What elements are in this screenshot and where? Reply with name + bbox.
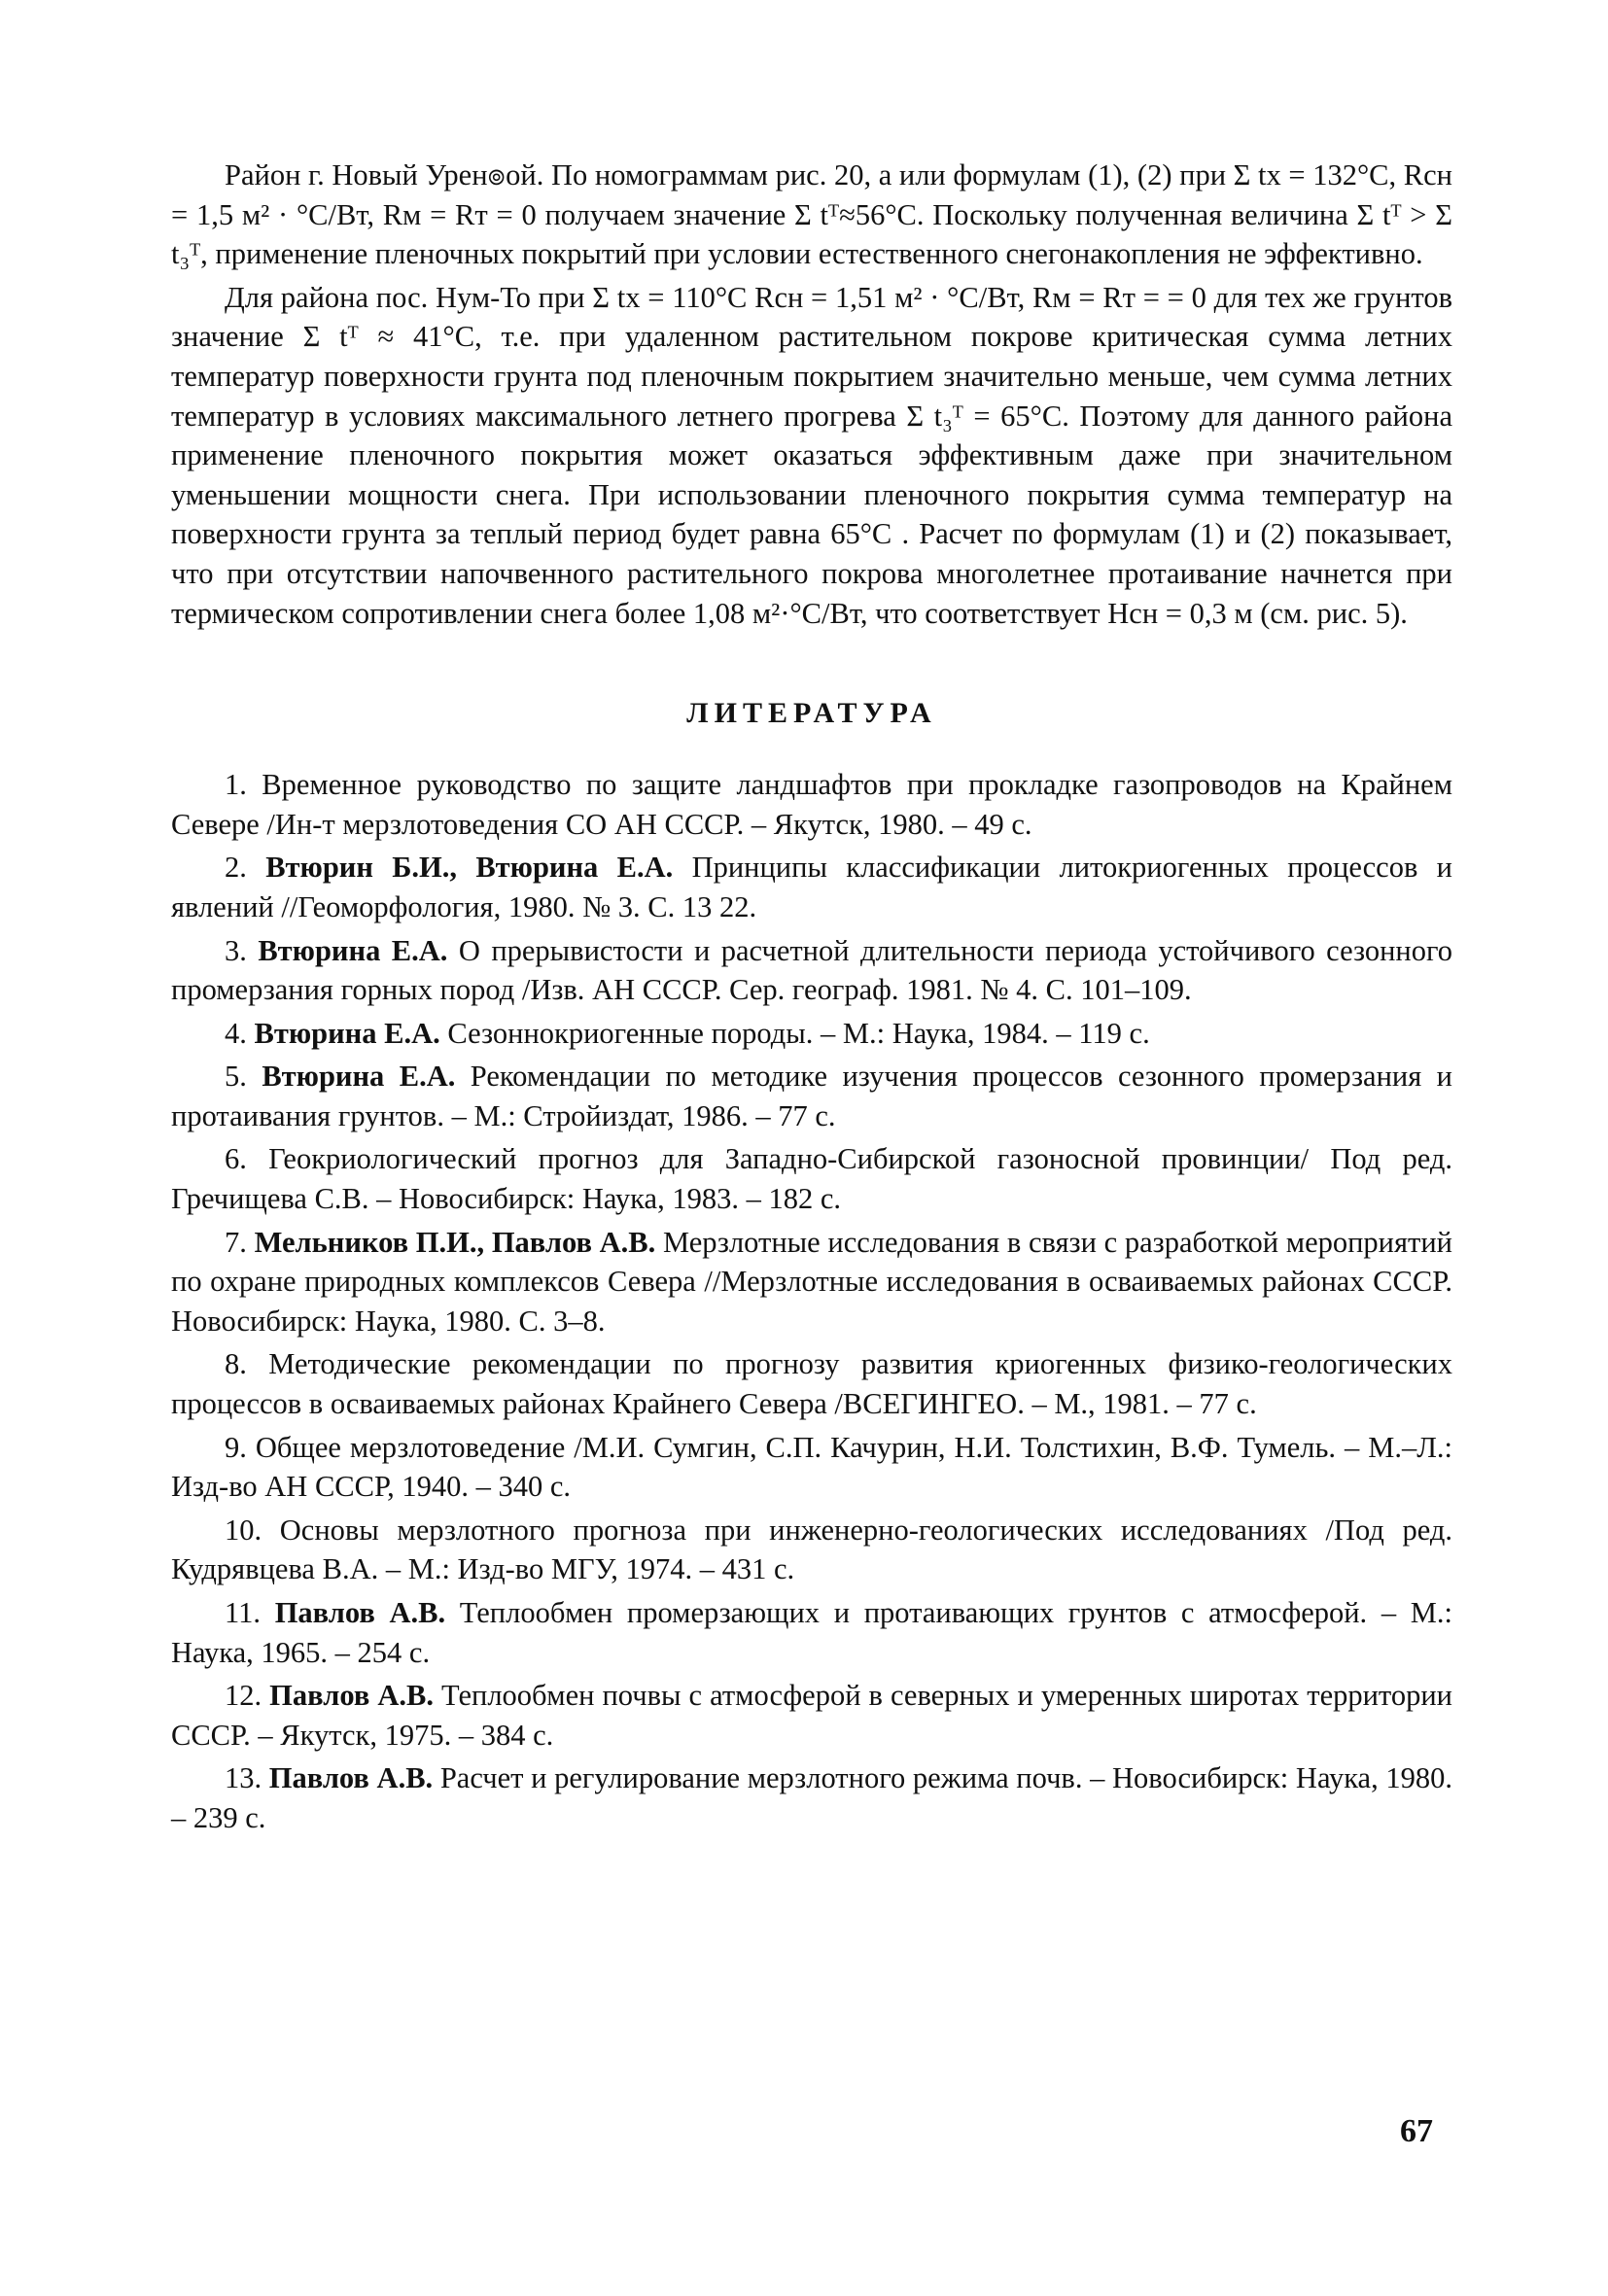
reference-item <box>171 1758 1452 1837</box>
reference-text: Геокриологический прогноз для Западно-Сибирской газоносной провинции/ Под ред. Гречищева С.В. – Новосибирск: Наука, 1983. – 182 с. <box>171 1142 1453 1216</box>
body-paragraph-1: Район г. Новый Урен๏ой. По номограммам рис. 20, а или формулам (1), (2) при Σ tх = 132°C, Rсн = 1,5 м² · °С/Вт, Rм = Rт = 0 получаем значение Σ tᵀ≈56°С. Поскольку полученная величина Σ tᵀ > Σ t₃ᵀ, применение пленочных покрытий при условии естественного снегонакопления не эффективно. <box>171 158 1452 271</box>
reference-item <box>171 1676 1452 1755</box>
reference-author: Павлов А.В. <box>269 1679 434 1713</box>
reference-number: 5. <box>225 1060 247 1094</box>
reference-author: Втюрина Е.А. <box>262 1060 456 1094</box>
page-number: 67 <box>1400 2113 1433 2149</box>
body-paragraph-2: Для района пос. Нум-То при Σ tх = 110°С Rсн = 1,51 м² · °С/Вт, Rм = Rт = = 0 для тех же грунтов значение Σ tᵀ ≈ 41°С, т.е. при удаленном растительном покрове критическая сумма летних температур поверхности грунта под пленочным покрытием значительно меньше, чем сумма летних температур в условиях максимального летнего прогрева Σ t₃ᵀ = 65°С. Поэтому для данного района применение пленочного покрытия может оказаться эффективным даже при значительном уменьшении мощности снега. При использовании пленочного покрытия сумма температур на поверхности грунта за теплый период будет равна 65°С . Расчет по формулам (1) и (2) показывает, что при отсутствии напочвенного растительного покрова многолетнее протаивание начнется при термическом сопротивлении снега более 1,08 м²·°С/Вт, что соответствует Нсн = 0,3 м (см. рис. 5). <box>171 280 1452 630</box>
references-list <box>171 765 1452 1837</box>
reference-number: 9. <box>225 1430 247 1464</box>
reference-number: 11. <box>225 1596 261 1629</box>
reference-item <box>171 931 1452 1010</box>
reference-item <box>171 848 1452 926</box>
reference-text: Принципы классификации литокриогенных процессов и явлений //Геоморфология, 1980. № 3. С. 13 22. <box>171 851 1452 923</box>
reference-item <box>171 765 1452 844</box>
reference-number: 6. <box>225 1142 247 1176</box>
reference-item <box>171 1057 1452 1135</box>
reference-number: 7. <box>225 1225 247 1259</box>
reference-number: 2. <box>225 851 247 885</box>
reference-item <box>171 1344 1452 1423</box>
reference-author: Мельников П.И., Павлов А.В. <box>254 1225 656 1259</box>
reference-number: 12. <box>225 1679 262 1713</box>
reference-text: Временное руководство по защите ландшафтов при прокладке газопроводов на Крайнем Севере /Ин-т мерзлотоведения СО АН СССР. – Якутск, 1980. – 49 с. <box>171 768 1453 841</box>
reference-number: 3. <box>225 933 247 967</box>
reference-number: 1. <box>225 768 247 802</box>
reference-number: 8. <box>225 1347 247 1381</box>
reference-text: О прерывистости и расчетной длительности периода устойчивого сезонного промерзания горных пород /Изв. АН СССР. Сер. географ. 1981. № 4. С. 101–109. <box>171 933 1453 1007</box>
reference-item <box>171 1139 1452 1218</box>
reference-text: Расчет и регулирование мерзлотного режима почв. – Новосибирск: Наука, 1980. – 239 с. <box>171 1761 1452 1834</box>
reference-number: 4. <box>225 1016 247 1050</box>
reference-author: Павлов А.В. <box>274 1596 446 1629</box>
reference-number: 13. <box>225 1761 262 1795</box>
reference-text: Рекомендации по методике изучения процессов сезонного промерзания и протаивания грунтов. – М.: Стройиздат, 1986. – 77 с. <box>171 1060 1452 1132</box>
page-body <box>171 156 1452 1842</box>
references-heading: ЛИТЕРАТУРА <box>686 697 937 730</box>
reference-author: Павлов А.В. <box>268 1761 434 1795</box>
reference-text: Теплообмен промерзающих и протаивающих грунтов с атмосферой. – М.: Наука, 1965. – 254 с. <box>171 1596 1453 1669</box>
reference-author: Втюрина Е.А. <box>258 933 448 967</box>
reference-item <box>171 1593 1452 1672</box>
reference-text: Мерзлотные исследования в связи с разработкой мероприятий по охране природных комплексов Севера //Мерзлотные исследования в осваиваемых районах СССР. Новосибирск: Наука, 1980. С. 3–8. <box>171 1225 1453 1338</box>
reference-item <box>171 1511 1452 1589</box>
reference-text: Основы мерзлотного прогноза при инженерно-геологических исследованиях /Под ред. Кудрявцева В.А. – М.: Изд-во МГУ, 1974. – 431 с. <box>171 1513 1453 1586</box>
reference-item <box>171 1014 1452 1054</box>
reference-item <box>171 1223 1452 1341</box>
reference-text: Сезоннокриогенные породы. – М.: Наука, 1984. – 119 с. <box>447 1016 1150 1050</box>
reference-text: Теплообмен почвы с атмосферой в северных и умеренных широтах территории СССР. – Якутск, 1975. – 384 с. <box>171 1679 1452 1752</box>
reference-item <box>171 1428 1452 1507</box>
reference-number: 10. <box>225 1513 262 1547</box>
reference-author: Втюрин Б.И., Втюрина Е.А. <box>265 851 674 885</box>
reference-author: Втюрина Е.А. <box>254 1016 440 1050</box>
reference-text: Общее мерзлотоведение /М.И. Сумгин, С.П. Качурин, Н.И. Толстихин, В.Ф. Тумель. – М.–Л.: Изд-во АН СССР, 1940. – 340 с. <box>171 1430 1452 1504</box>
reference-text: Методические рекомендации по прогнозу развития криогенных физико-геологических процессов в осваиваемых районах Крайнего Севера /ВСЕГИНГЕО. – М., 1981. – 77 с. <box>171 1347 1452 1421</box>
